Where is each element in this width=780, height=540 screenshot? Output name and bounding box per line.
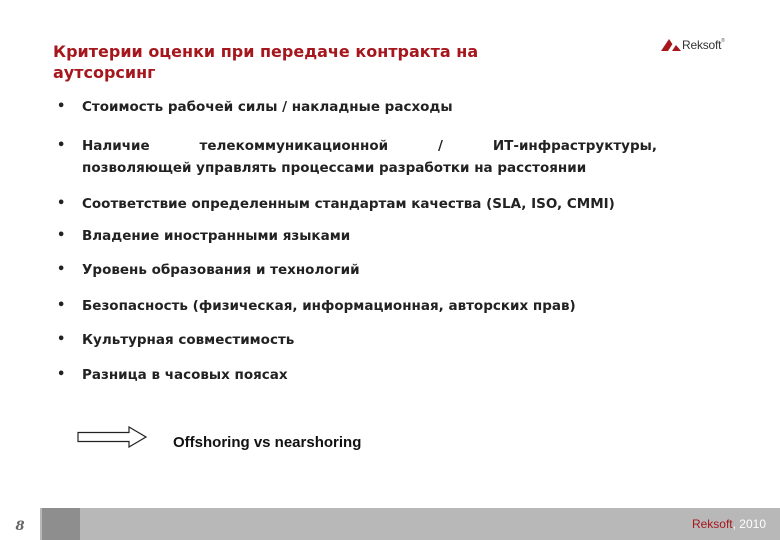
logo-wordmark: Reksoft xyxy=(682,38,722,52)
copyright-year: , 2010 xyxy=(732,517,766,531)
logo-registered-mark: ® xyxy=(721,38,725,44)
copyright-brand: Reksoft xyxy=(691,517,733,531)
list-item xyxy=(57,259,657,281)
bullet-text xyxy=(82,135,657,179)
bullet-text: Стоимость рабочей силы / накладные расходы xyxy=(82,99,453,115)
copyright xyxy=(692,517,766,531)
logo-text xyxy=(682,38,725,52)
slide-title: Критерии оценки при передаче контракта на аутсорсинг xyxy=(53,42,479,82)
bullet-marker: • xyxy=(57,262,66,277)
reksoft-logo-icon xyxy=(661,39,681,51)
list-item xyxy=(57,329,657,351)
bullet-marker: • xyxy=(57,332,66,347)
bullet-marker: • xyxy=(57,196,66,211)
bullet-text: Культурная совместимость xyxy=(82,332,295,348)
bullet-text-line: позволяющей управлять процессами разработки на расстоянии xyxy=(82,160,587,176)
bullet-text: Безопасность (физическая, информационная, авторских прав) xyxy=(82,298,576,314)
right-arrow-icon xyxy=(77,426,147,448)
bullet-marker: • xyxy=(57,367,66,382)
list-item xyxy=(57,96,657,118)
bullet-text: Соответствие определенным стандартам качества (SLA, ISO, CMMI) xyxy=(82,196,615,212)
list-item xyxy=(57,295,657,317)
list-item xyxy=(57,225,657,247)
bullet-text: Разница в часовых поясах xyxy=(82,367,288,383)
list-item xyxy=(57,135,657,179)
page-number-box xyxy=(0,508,40,540)
footer-accent-block xyxy=(42,508,80,540)
bullet-marker: • xyxy=(57,228,66,243)
bullet-text: Уровень образования и технологий xyxy=(82,262,360,278)
list-item xyxy=(57,364,657,386)
page-number: 8 xyxy=(15,519,25,534)
bullet-text: Владение иностранными языками xyxy=(82,228,351,244)
bullet-marker: • xyxy=(57,298,66,313)
list-item xyxy=(57,193,657,215)
offshoring-conclusion: Offshoring vs nearshoring xyxy=(173,434,362,451)
slide-footer xyxy=(0,508,780,540)
bullet-text-line: Наличие телекоммуникационной / ИТ-инфраструктуры, xyxy=(82,138,657,154)
company-logo xyxy=(661,37,725,53)
bullet-marker: • xyxy=(57,99,66,114)
bullet-marker: • xyxy=(57,138,66,153)
